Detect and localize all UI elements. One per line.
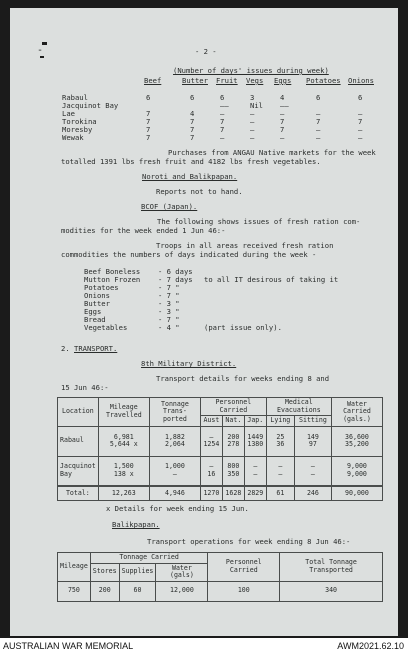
- table-row: [58, 456, 383, 486]
- commodity-val: - 4 ": [158, 323, 180, 332]
- table-cell: 200: [90, 581, 119, 601]
- issues-cell: 7: [190, 133, 195, 142]
- paragraph: Transport details for weeks ending 8 and: [156, 374, 330, 383]
- commodity-item: Beef Boneless: [84, 267, 141, 276]
- issues-col-header: Beef: [144, 76, 162, 85]
- table-cell: Total:: [58, 486, 99, 500]
- issues-cell: 6: [316, 93, 321, 102]
- issues-col-header: Eggs: [274, 76, 292, 85]
- issues-cell: 7: [146, 133, 151, 142]
- col-header: Aust: [200, 416, 222, 427]
- issues-row-place: Torokina: [62, 117, 97, 126]
- issues-cell: –: [250, 133, 255, 142]
- table-cell: 60: [119, 581, 156, 601]
- issues-row-place: Jacquinot Bay: [62, 101, 119, 110]
- commodity-note: (part issue only).: [204, 323, 282, 332]
- paragraph: commodities the numbers of days indicated during the week -: [61, 250, 317, 259]
- commodity-note: to all IT desirous of taking it: [204, 275, 339, 284]
- issues-cell: –: [220, 109, 225, 118]
- section-heading: Balikpapan.: [112, 520, 160, 529]
- issues-cell: 7: [358, 117, 363, 126]
- issues-cell: 7: [220, 125, 225, 134]
- transport-table-balikpapan: [57, 552, 383, 602]
- section-number: 2.: [61, 344, 70, 353]
- col-header: Supplies: [119, 563, 156, 581]
- table-cell: 1,500 138 x: [98, 456, 149, 486]
- commodity-item: Onions: [84, 291, 110, 300]
- paragraph: The following shows issues of fresh ration com-: [157, 217, 361, 226]
- document-page: [10, 8, 398, 636]
- issues-cell: 3: [250, 93, 255, 102]
- issues-cell: 7: [280, 117, 285, 126]
- issues-cell: 4: [280, 93, 285, 102]
- section-heading: Noroti and Balikpapan.: [142, 172, 238, 181]
- issues-cell: Nil: [250, 101, 263, 110]
- table-row: [58, 426, 383, 456]
- issues-cell: 7: [190, 125, 195, 134]
- commodity-item: Butter: [84, 299, 110, 308]
- table-total-row: [58, 486, 383, 500]
- table-cell: 4,946: [149, 486, 200, 500]
- footer-id: AWM2021.62.10: [337, 641, 404, 651]
- table-cell: 1,000 –: [149, 456, 200, 486]
- section-heading: BCOF (Japan).: [141, 202, 198, 211]
- table-cell: 1270: [200, 486, 222, 500]
- table-row: [58, 581, 383, 601]
- commodity-val: - 7 ": [158, 291, 180, 300]
- issues-cell: 6: [220, 93, 225, 102]
- issues-col-header: Onions: [348, 76, 374, 85]
- table-cell: 1628: [222, 486, 244, 500]
- col-header: Stores: [90, 563, 119, 581]
- col-header: Sitting: [294, 416, 331, 427]
- table-cell: 1,882 2,064: [149, 426, 200, 456]
- col-header: Medical Evacuations: [266, 398, 331, 416]
- table-cell: 61: [266, 486, 294, 500]
- issues-row-place: Wewak: [62, 133, 84, 142]
- issues-cell: –: [358, 109, 363, 118]
- issues-cell: –: [250, 125, 255, 134]
- table-cell: 25 36: [266, 426, 294, 456]
- commodity-val: - 7 ": [158, 283, 180, 292]
- issues-cell: 7: [190, 117, 195, 126]
- commodity-item: Bread: [84, 315, 106, 324]
- issues-row-place: Rabaul: [62, 93, 88, 102]
- issues-cell: –: [250, 109, 255, 118]
- commodity-item: Eggs: [84, 307, 102, 316]
- issues-row-place: Lae: [62, 109, 75, 118]
- issues-row-place: Moresby: [62, 125, 93, 134]
- paragraph: Troops in all areas received fresh ration: [156, 241, 334, 250]
- section-heading: TRANSPORT.: [74, 344, 118, 353]
- paragraph: Transport operations for week ending 8 Jun 46:-: [147, 537, 351, 546]
- col-header: Personnel Carried: [200, 398, 266, 416]
- issues-cell: –: [358, 133, 363, 142]
- paragraph: Purchases from ANGAU Native markets for the week: [168, 148, 376, 157]
- table-cell: – –: [294, 456, 331, 486]
- issues-cell: 6: [358, 93, 363, 102]
- col-header: Lying: [266, 416, 294, 427]
- issues-cell: 7: [146, 117, 151, 126]
- col-header: Nat.: [222, 416, 244, 427]
- issues-cell: 7: [316, 117, 321, 126]
- issues-cell: ——: [220, 101, 229, 110]
- issues-cell: 6: [190, 93, 195, 102]
- commodity-val: - 6 days: [158, 267, 193, 276]
- paragraph: totalled 1391 lbs fresh fruit and 4182 lbs fresh vegetables.: [61, 157, 321, 166]
- issues-cell: 4: [190, 109, 195, 118]
- table-cell: 100: [208, 581, 280, 601]
- issues-col-header: Vegs: [246, 76, 264, 85]
- table-cell: 12,000: [156, 581, 208, 601]
- table-cell: 9,000 9,000: [331, 456, 382, 486]
- issues-cell: –: [316, 109, 321, 118]
- issues-cell: –: [358, 125, 363, 134]
- commodity-val: - 7 days: [158, 275, 193, 284]
- table-cell: – –: [266, 456, 294, 486]
- footer-source: AUSTRALIAN WAR MEMORIAL: [3, 641, 134, 651]
- issues-cell: –: [280, 133, 285, 142]
- table-cell: 12,263: [98, 486, 149, 500]
- table-note: x Details for week ending 15 Jun.: [106, 504, 249, 513]
- table-cell: 1449 1380: [244, 426, 266, 456]
- issues-cell: 7: [280, 125, 285, 134]
- issues-cell: –: [316, 125, 321, 134]
- issues-col-header: Fruit: [216, 76, 238, 85]
- col-header: Jap.: [244, 416, 266, 427]
- table-cell: 246: [294, 486, 331, 500]
- page-mark: -: [37, 45, 44, 56]
- issues-cell: –: [280, 109, 285, 118]
- table-cell: 6,981 5,644 x: [98, 426, 149, 456]
- table-cell: Rabaul: [58, 426, 99, 456]
- table-cell: 800 350: [222, 456, 244, 486]
- issues-cell: 7: [220, 117, 225, 126]
- commodity-val: - 3 ": [158, 299, 180, 308]
- paragraph: modities for the week ended 1 Jun 46:-: [61, 226, 226, 235]
- table-cell: – 16: [200, 456, 222, 486]
- commodity-val: - 7 ": [158, 315, 180, 324]
- col-header: Personnel Carried: [208, 553, 280, 582]
- issues-cell: 6: [146, 93, 151, 102]
- table-cell: – –: [244, 456, 266, 486]
- commodity-val: - 3 ": [158, 307, 180, 316]
- commodity-item: Mutton Frozen: [84, 275, 141, 284]
- paragraph: Reports not to hand.: [156, 187, 243, 196]
- table-cell: 149 97: [294, 426, 331, 456]
- col-header: Water (gals): [156, 563, 208, 581]
- table-cell: 2829: [244, 486, 266, 500]
- commodity-item: Potatoes: [84, 283, 119, 292]
- col-header: Location: [58, 398, 99, 427]
- col-header: Total Tonnage Transported: [280, 553, 383, 582]
- table-cell: 340: [280, 581, 383, 601]
- col-header: Mileage Travelled: [98, 398, 149, 427]
- col-header: Water Carried (gals.): [331, 398, 382, 427]
- transport-table-8md: [57, 397, 383, 501]
- issues-col-header: Potatoes: [306, 76, 341, 85]
- table-cell: Jacquinot Bay: [58, 456, 99, 486]
- page-number: - 2 -: [195, 47, 217, 56]
- commodity-item: Vegetables: [84, 323, 128, 332]
- table-cell: 36,600 35,200: [331, 426, 382, 456]
- issues-cell: –: [220, 133, 225, 142]
- footer-bar: [0, 638, 408, 653]
- table-cell: 750: [58, 581, 91, 601]
- district-heading: 8th Military District.: [141, 359, 237, 368]
- punch-hole: [40, 56, 44, 58]
- issues-col-header: Butter: [182, 76, 208, 85]
- issues-cell: ——: [280, 101, 289, 110]
- issues-cell: –: [250, 117, 255, 126]
- paragraph: 15 Jun 46:-: [61, 383, 109, 392]
- issues-cell: 7: [146, 109, 151, 118]
- issues-heading: (Number of days' issues during week): [173, 66, 329, 75]
- col-header: Mileage: [58, 553, 91, 582]
- table-cell: 200 278: [222, 426, 244, 456]
- issues-cell: –: [316, 133, 321, 142]
- table-cell: – 1254: [200, 426, 222, 456]
- issues-cell: 7: [146, 125, 151, 134]
- table-cell: 90,000: [331, 486, 382, 500]
- col-header: Tonnage Carried: [90, 553, 208, 564]
- col-header: Tonnage Trans- ported: [149, 398, 200, 427]
